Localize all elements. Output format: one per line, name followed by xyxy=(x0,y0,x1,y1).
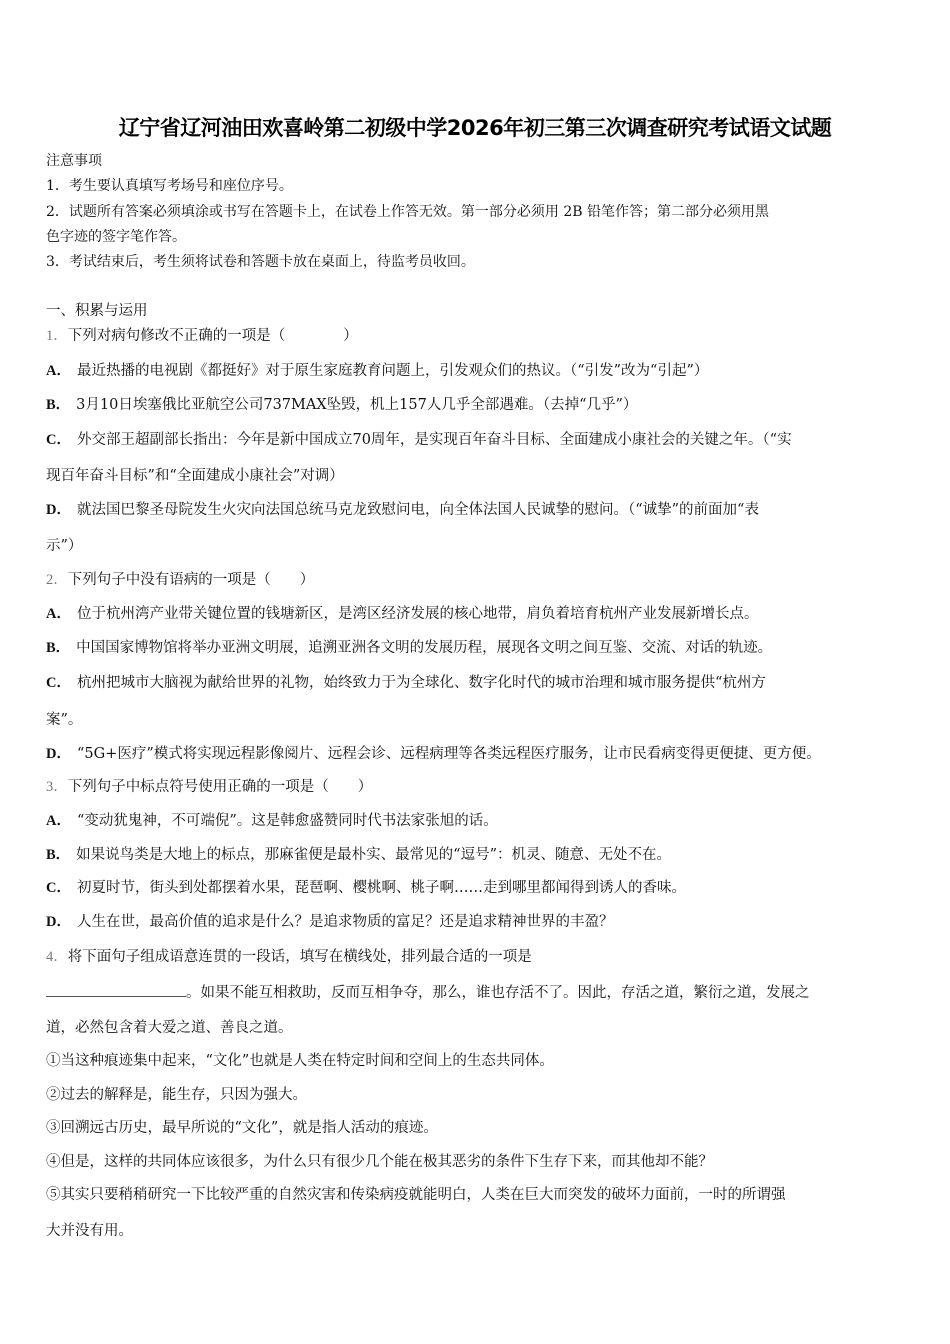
notice-heading: 注意事项 xyxy=(46,153,102,169)
question-1-option-d xyxy=(46,501,759,519)
question-number: 2． xyxy=(46,572,68,588)
option-text: 初夏时节，街头到处都摆着水果，琵琶啊、樱桃啊、桃子啊……走到哪里都闻得到诱人的香味。 xyxy=(76,880,686,896)
question-number: 1． xyxy=(46,328,68,344)
option-text: 最近热播的电视剧《都挺好》对于原生家庭教育问题上，引发观众们的热议。（“引发”改为“引起”） xyxy=(76,363,709,379)
question-2-option-c xyxy=(46,674,766,692)
option-label: B． xyxy=(46,397,71,413)
option-label: A． xyxy=(46,606,71,622)
question-3-option-d xyxy=(46,913,613,931)
page-title: 辽宁省辽河油田欢喜岭第二初级中学2026年初三第三次调查研究考试语文试题 xyxy=(118,116,832,140)
option-label: A． xyxy=(46,813,71,829)
question-1-option-c xyxy=(46,431,792,449)
option-text: 人生在世，最高价值的追求是什么？是追求物质的富足？还是追求精神世界的丰盈？ xyxy=(76,914,614,930)
question-4-passage-cont: 道，必然包含着大爱之道、善良之道。 xyxy=(46,1020,293,1036)
question-2-option-a xyxy=(46,605,758,623)
option-label: D． xyxy=(46,502,71,518)
option-text: “变动犹鬼神，不可端倪”。这是韩愈盛赞同时代书法家张旭的话。 xyxy=(76,813,498,829)
sentence-5-cont: 大并没有用。 xyxy=(46,1223,133,1239)
question-3-option-c xyxy=(46,879,686,897)
sentence-3: ③回溯远古历史，最早所说的“文化”，就是指人活动的痕迹。 xyxy=(46,1120,438,1136)
question-text: 下列对病句修改不正确的一项是（ ） xyxy=(67,328,358,344)
option-text: 3月10日埃塞俄比亚航空公司737MAX坠毁，机上157人几乎全部遇难。（去掉“几乎”） xyxy=(76,397,638,413)
question-3-option-b xyxy=(46,846,671,864)
question-4-stem xyxy=(46,948,532,966)
option-label: C． xyxy=(46,880,71,896)
question-1-option-a xyxy=(46,362,708,380)
question-1-option-b xyxy=(46,396,637,414)
sentence-5: ⑤其实只要稍稍研究一下比较严重的自然灾害和传染病疫就能明白，人类在巨大而突发的破坏力面前，一时的所谓强 xyxy=(46,1187,786,1203)
notice-item: 3．考试结束后，考生须将试卷和答题卡放在桌面上，待监考员收回。 xyxy=(46,254,475,270)
question-2-option-b xyxy=(46,639,772,657)
option-text: 位于杭州湾产业带关键位置的钱塘新区，是湾区经济发展的核心地带，肩负着培育杭州产业发展新增长点。 xyxy=(76,606,759,622)
sentence-4: ④但是，这样的共同体应该很多，为什么只有很少几个能在极其恶劣的条件下生存下来，而其他却不能？ xyxy=(46,1154,713,1170)
notice-item: 1．考生要认真填写考场号和座位序号。 xyxy=(46,178,293,194)
option-text: 如果说鸟类是大地上的标点，那麻雀便是最朴实、最常见的“逗号”：机灵、随意、无处不在。 xyxy=(76,847,671,863)
passage-text: 。如果不能互相救助，反而互相争夺，那么，谁也存活不了。因此，存活之道，繁衍之道，发展之 xyxy=(186,985,810,1001)
notice-item: 2．试题所有答案必须填涂或书写在答题卡上，在试卷上作答无效。第一部分必须用 2B 铅笔作答；第二部分必须用黑 xyxy=(46,204,769,220)
option-label: C． xyxy=(46,432,71,448)
option-text: 就法国巴黎圣母院发生火灾向法国总统马克龙致慰问电，向全体法国人民诚挚的慰问。（“诚挚”的前面加“表 xyxy=(76,502,759,518)
question-2-stem xyxy=(46,571,314,589)
option-label: B． xyxy=(46,847,71,863)
question-text: 下列句子中没有语病的一项是（ ） xyxy=(67,572,315,588)
notice-item: 色字迹的签字笔作答。 xyxy=(46,229,186,245)
section-heading: 一、积累与运用 xyxy=(46,303,148,319)
question-3-stem xyxy=(46,778,372,796)
question-2-option-d xyxy=(46,745,821,763)
question-number: 4． xyxy=(46,949,68,965)
option-text: 杭州把城市大脑视为献给世界的礼物，始终致力于为全球化、数字化时代的城市治理和城市服务提供“杭州方 xyxy=(76,675,766,691)
question-1-option-d-cont: 示”） xyxy=(46,538,83,554)
question-3-option-a xyxy=(46,812,498,830)
question-2-option-c-cont: 案”。 xyxy=(46,712,83,728)
option-label: B． xyxy=(46,640,71,656)
option-label: C． xyxy=(46,675,71,691)
option-text: 外交部王超副部长指出：今年是新中国成立70周年，是实现百年奋斗目标、全面建成小康社会的关键之年。（“实 xyxy=(76,432,792,448)
question-1-option-c-cont: 现百年奋斗目标”和“全面建成小康社会”对调） xyxy=(46,468,344,484)
question-4-passage xyxy=(46,982,810,1002)
option-text: 中国国家博物馆将举办亚洲文明展，追溯亚洲各文明的发展历程，展现各文明之间互鉴、交流、对话的轨迹。 xyxy=(76,640,773,656)
question-text: 将下面句子组成语意连贯的一段话，填写在横线处，排列最合适的一项是 xyxy=(67,949,532,965)
option-label: D． xyxy=(46,746,71,762)
question-number: 3． xyxy=(46,779,68,795)
question-text: 下列句子中标点符号使用正确的一项是（ ） xyxy=(67,779,373,795)
option-text: “5G+医疗”模式将实现远程影像阅片、远程会诊、远程病理等各类远程医疗服务，让市民看病变得更便捷、更方便。 xyxy=(76,746,821,762)
option-label: D． xyxy=(46,914,71,930)
question-1-stem xyxy=(46,327,358,345)
option-label: A． xyxy=(46,363,71,379)
sentence-1: ①当这种痕迹集中起来，“文化”也就是人类在特定时间和空间上的生态共同体。 xyxy=(46,1053,554,1069)
sentence-2: ②过去的解释是，能生存，只因为强大。 xyxy=(46,1087,307,1103)
answer-blank xyxy=(46,982,186,997)
